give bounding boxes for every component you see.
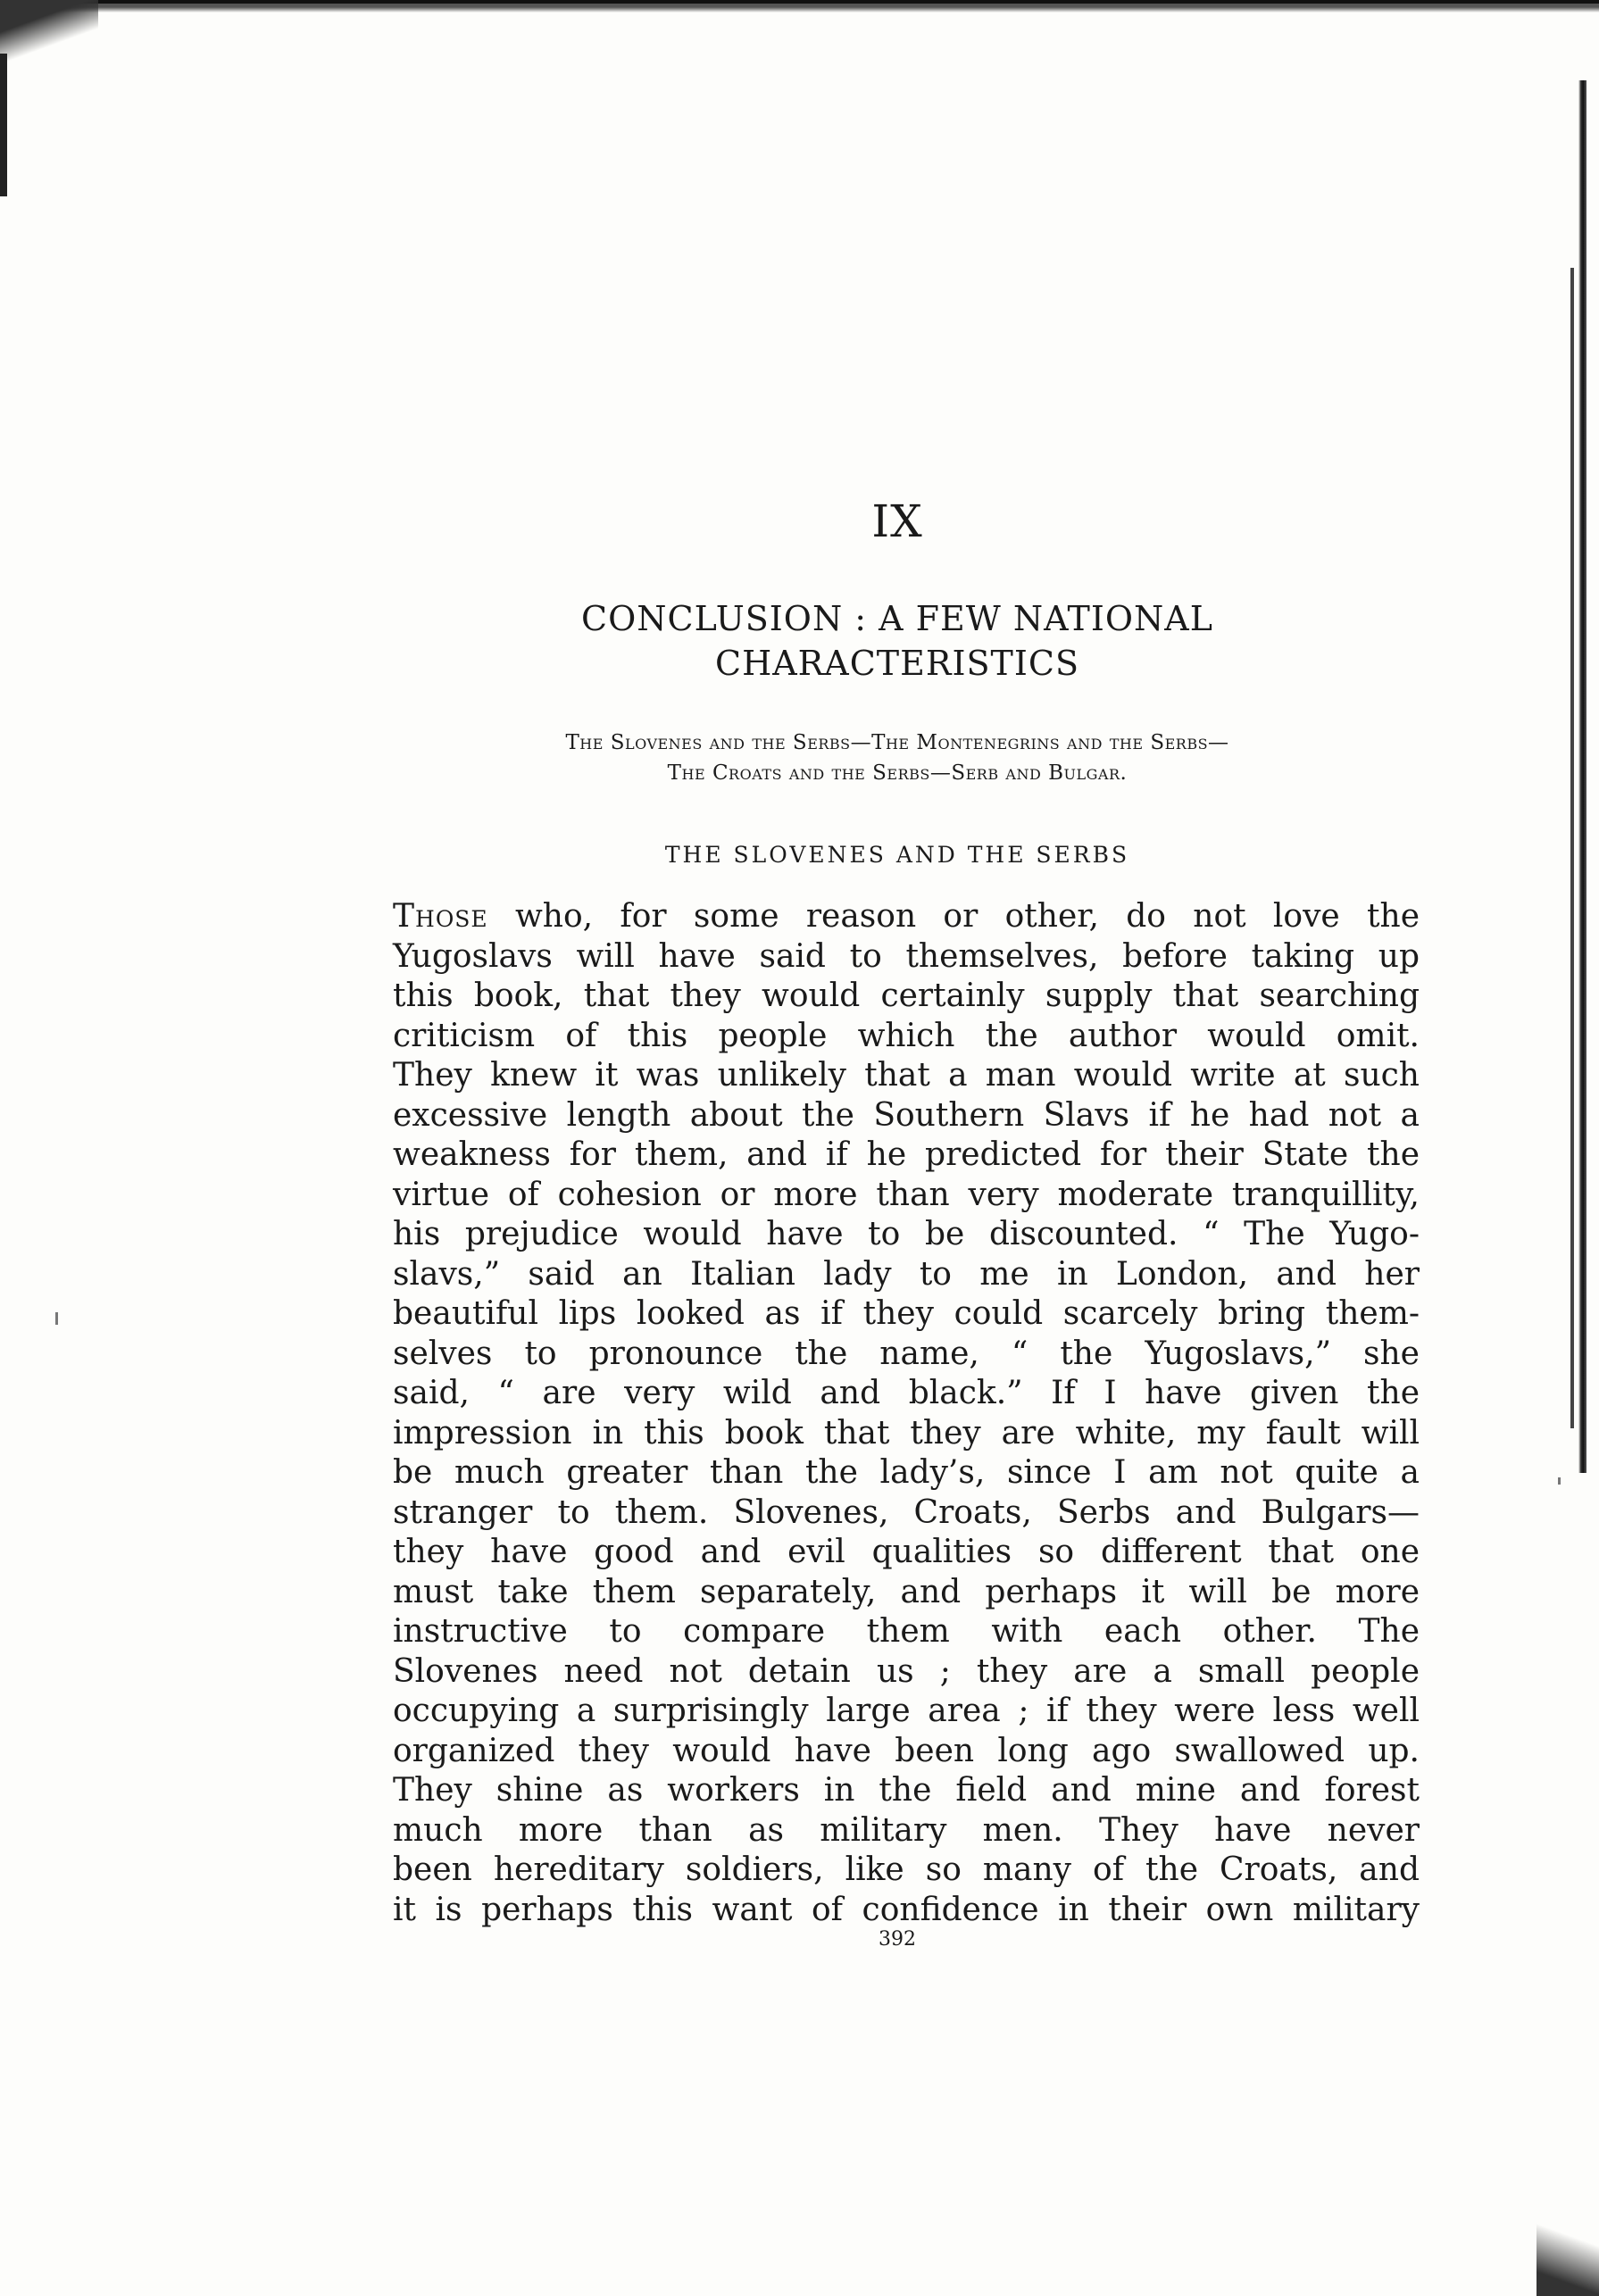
body-line: Yugoslavs will have said to themselves, before taking up [393,937,1420,975]
body-line: stranger to them. Slovenes, Croats, Serbs and Bulgars— [393,1493,1420,1531]
body-line: excessive length about the Southern Slavs if he had not a [393,1096,1420,1134]
body-line: They shine as workers in the field and mine and forest [393,1772,1420,1809]
scan-speck [1558,1477,1561,1485]
body-line: organized they would have been long ago swallowed up. [393,1732,1420,1769]
body-line: this book, that they would certainly supply that searching [393,977,1420,1014]
scan-corner-shadow [0,0,98,71]
body-line: impression in this book that they are white, my fault will [393,1414,1420,1452]
body-line: virtue of cohesion or more than very moderate tranquillity, [393,1176,1420,1213]
body-line: said, “ are very wild and black.” If I have given the [393,1375,1420,1411]
body-line: selves to pronounce the name, “ the Yugoslavs,” she [393,1335,1420,1372]
body-line: weakness for them, and if he predicted for their State the [393,1136,1420,1173]
scan-bottom-corner-shadow [1537,2198,1599,2296]
scan-top-edge [0,0,1599,12]
scan-left-edge [0,54,7,196]
body-line: instructive to compare them with each other. The [393,1613,1420,1650]
chapter-title-line: CHARACTERISTICS [715,644,1079,683]
lead-word: Those [393,898,488,935]
body-line: they have good and evil qualities so different that one [393,1534,1420,1570]
synopsis-line: The Slovenes and the Serbs—The Montenegrins and the Serbs— [565,731,1229,754]
body-line: his prejudice would have to be discounted. “ The Yugo- [393,1216,1420,1252]
scan-speck [55,1312,58,1325]
body-line: been hereditary soldiers, like so many of the Croats, and [393,1851,1420,1888]
page-number: 392 [879,1928,916,1951]
synopsis-line: The Croats and the Serbs—Serb and Bulgar. [667,761,1128,785]
chapter-number: IX [871,495,923,547]
body-line: criticism of this people which the author would omit. [393,1017,1420,1054]
body-line: slavs,” said an Italian lady to me in London, and her [393,1255,1420,1293]
body-line: be much greater than the lady’s, since I am not quite a [393,1454,1420,1491]
body-line: beautiful lips looked as if they could scarcely bring them- [393,1295,1420,1332]
body-line: must take them separately, and perhaps it will be more [393,1573,1420,1610]
body-paragraph [393,897,1420,1930]
body-line: They knew it was unlikely that a man would write at such [393,1057,1420,1094]
chapter-title-line: CONCLUSION : A FEW NATIONAL [581,599,1213,638]
chapter-title [0,596,1599,686]
body-line [393,897,1420,937]
chapter-synopsis [0,728,1599,788]
body-line: occupying a surprisingly large area ; if they were less well [393,1693,1420,1729]
section-heading: THE SLOVENES AND THE SERBS [664,842,1130,868]
first-line-rest: who, for some reason or other, do not love the [487,898,1420,935]
body-line: much more than as military men. They have never [393,1811,1420,1849]
body-line: it is perhaps this want of confidence in their own military [393,1891,1420,1928]
body-line: Slovenes need not detain us ; they are a small people [393,1652,1420,1690]
